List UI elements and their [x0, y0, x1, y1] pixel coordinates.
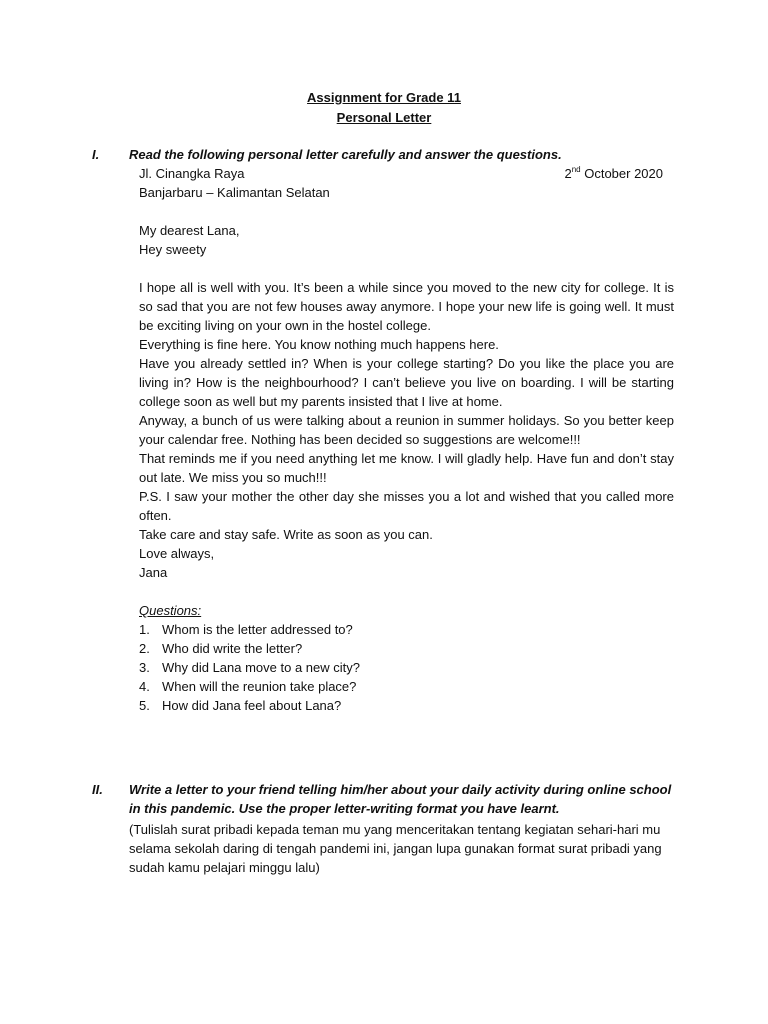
- letter-paragraph-5: That reminds me if you need anything let me know. I will gladly help. Have fun and don’t stay out late. We miss you so much!!!: [139, 451, 674, 485]
- address-date-row: [139, 164, 674, 183]
- letter-closing: Love always,: [139, 546, 215, 561]
- address-line-2: Banjarbaru – Kalimantan Selatan: [139, 185, 330, 200]
- letter-paragraph-4: Anyway, a bunch of us were talking about a reunion in summer holidays. So you better keep your calendar free. Nothing has been decided so suggestions are welcome!!!: [139, 413, 674, 447]
- question-text: Whom is the letter addressed to?: [162, 622, 353, 637]
- personal-letter: [139, 164, 674, 715]
- question-item: [139, 677, 674, 696]
- letter-salutation: My dearest Lana,: [139, 223, 240, 238]
- question-item: [139, 639, 674, 658]
- section-2-translation: (Tulislah surat pribadi kepada teman mu yang menceritakan tentang kegiatan sehari-hari mu selama sekolah daring di tengah pandemi ini, jangan lupa gunakan format surat pribadi yang sudah kamu pelajari minggu lalu): [129, 822, 662, 875]
- letter-signature: Jana: [139, 565, 168, 580]
- question-item: [139, 620, 674, 639]
- question-text: How did Jana feel about Lana?: [162, 698, 342, 713]
- question-item: [139, 658, 674, 677]
- question-text: Why did Lana move to a new city?: [162, 660, 360, 675]
- question-number: 3.: [139, 660, 150, 675]
- question-number: 5.: [139, 698, 150, 713]
- question-text: Who did write the letter?: [162, 641, 303, 656]
- section-1-instruction: Read the following personal letter carefully and answer the questions.: [129, 147, 562, 162]
- letter-paragraph-1: I hope all is well with you. It’s been a while since you moved to the new city for college. It is so sad that you are not few houses away anymore. I hope your new life is going well. It must be exciting living on your own in the hostel college.: [139, 280, 674, 333]
- question-text: When will the reunion take place?: [162, 679, 357, 694]
- question-item: [139, 696, 674, 715]
- date-rest: October 2020: [580, 166, 663, 181]
- letter-paragraph-2: Everything is fine here. You know nothing much happens here.: [139, 337, 499, 352]
- document-subtitle: Personal Letter: [336, 110, 432, 125]
- questions-list: [139, 620, 674, 715]
- letter-paragraph-7: Take care and stay safe. Write as soon as you can.: [139, 527, 433, 542]
- question-number: 4.: [139, 679, 150, 694]
- question-number: 2.: [139, 641, 150, 656]
- section-2-instruction: Write a letter to your friend telling him/her about your daily activity during online school in this pandemic. Use the proper letter-writing format you have learnt.: [129, 782, 672, 816]
- letter-paragraph-6: P.S. I saw your mother the other day she misses you a lot and wished that you called more often.: [139, 489, 674, 523]
- address-line-1: Jl. Cinangka Raya: [139, 166, 245, 181]
- date-day: 2: [564, 166, 572, 181]
- section-2-numeral: II.: [92, 782, 103, 797]
- date-suffix: nd: [571, 164, 581, 174]
- questions-label: Questions:: [139, 603, 202, 618]
- section-1-numeral: I.: [92, 147, 100, 162]
- letter-paragraph-3: Have you already settled in? When is your college starting? Do you like the place you are living in? How is the neighbourhood? I can’t believe you live on boarding. I will be starting college soon as well but my parents insisted that I live at home.: [139, 356, 674, 409]
- question-number: 1.: [139, 622, 150, 637]
- letter-greeting: Hey sweety: [139, 242, 207, 257]
- letter-date: [564, 164, 674, 183]
- document-title: Assignment for Grade 11: [307, 90, 461, 105]
